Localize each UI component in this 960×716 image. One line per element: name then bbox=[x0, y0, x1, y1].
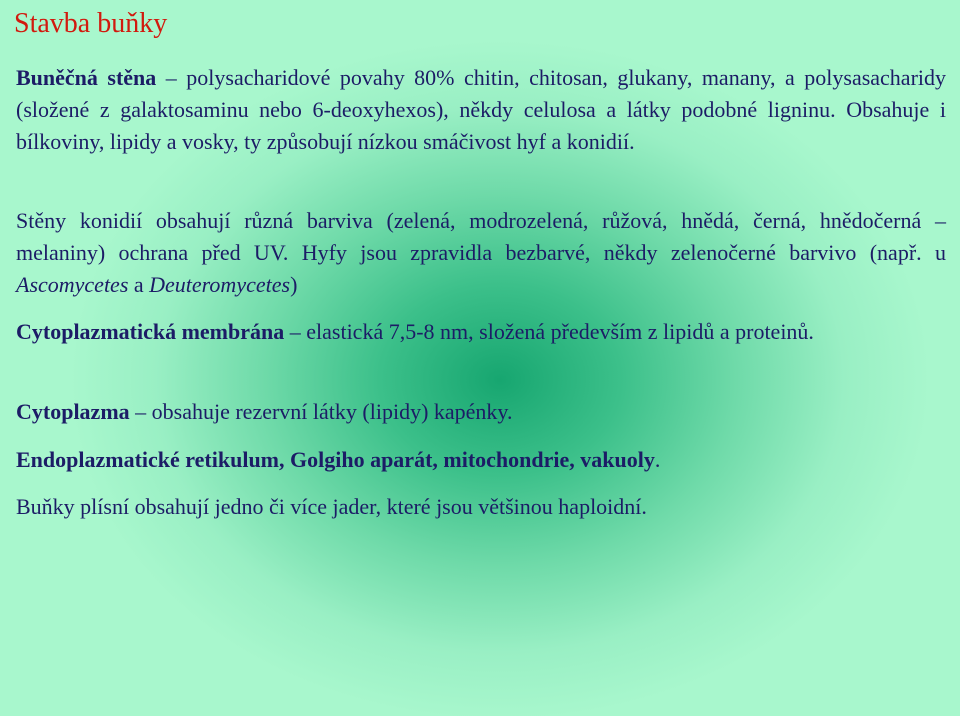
paragraph-nuclei bbox=[16, 491, 946, 523]
text-closing-paren: ) bbox=[290, 272, 298, 297]
text-conjunction: a bbox=[128, 272, 150, 297]
term-organelles: Endoplazmatické retikulum, Golgiho aparát, mitochondrie, vakuoly bbox=[16, 447, 655, 472]
text-cell-wall: – polysacharidové povahy 80% chitin, chitosan, glukany, manany, a polysasacharidy (složené z galaktosaminu nebo 6-deoxyhexos), někdy celulosa a látky podobné ligninu. Obsahuje i bílkoviny, lipidy a vosky, ty způsobují nízkou smáčivost hyf a konidií. bbox=[16, 65, 947, 154]
text-nuclei: Buňky plísní obsahují jedno či více jader, které jsou většinou haploidní. bbox=[16, 494, 647, 519]
taxon-deuteromycetes: Deuteromycetes bbox=[149, 272, 291, 297]
term-cytoplasm: Cytoplazma bbox=[16, 399, 130, 424]
term-cytoplasmic-membrane: Cytoplazmatická membrána bbox=[16, 319, 285, 344]
text-cytoplasmic-membrane: – elastická 7,5-8 nm, složená především z lipidů a proteinů. bbox=[284, 319, 814, 344]
text-organelles-period: . bbox=[654, 447, 661, 472]
text-conidia-pigments: Stěny konidií obsahují různá barviva (zelená, modrozelená, růžová, hnědá, černá, hnědočerná – melaniny) ochrana před UV. Hyfy jsou zpravidla bezbarvé, někdy zelenočerné barvivo (např. u bbox=[16, 208, 946, 265]
term-cell-wall: Buněčná stěna bbox=[16, 65, 157, 90]
paragraph-organelles bbox=[16, 444, 946, 476]
paragraph-cell-wall bbox=[16, 62, 946, 158]
slide-title: Stavba buňky bbox=[14, 8, 168, 39]
paragraph-cytoplasm bbox=[16, 396, 946, 428]
paragraph-cytoplasmic-membrane bbox=[16, 316, 946, 348]
text-cytoplasm: – obsahuje rezervní látky (lipidy) kapénky. bbox=[129, 399, 513, 424]
paragraph-conidia-pigments bbox=[16, 205, 946, 301]
taxon-ascomycetes: Ascomycetes bbox=[16, 272, 129, 297]
